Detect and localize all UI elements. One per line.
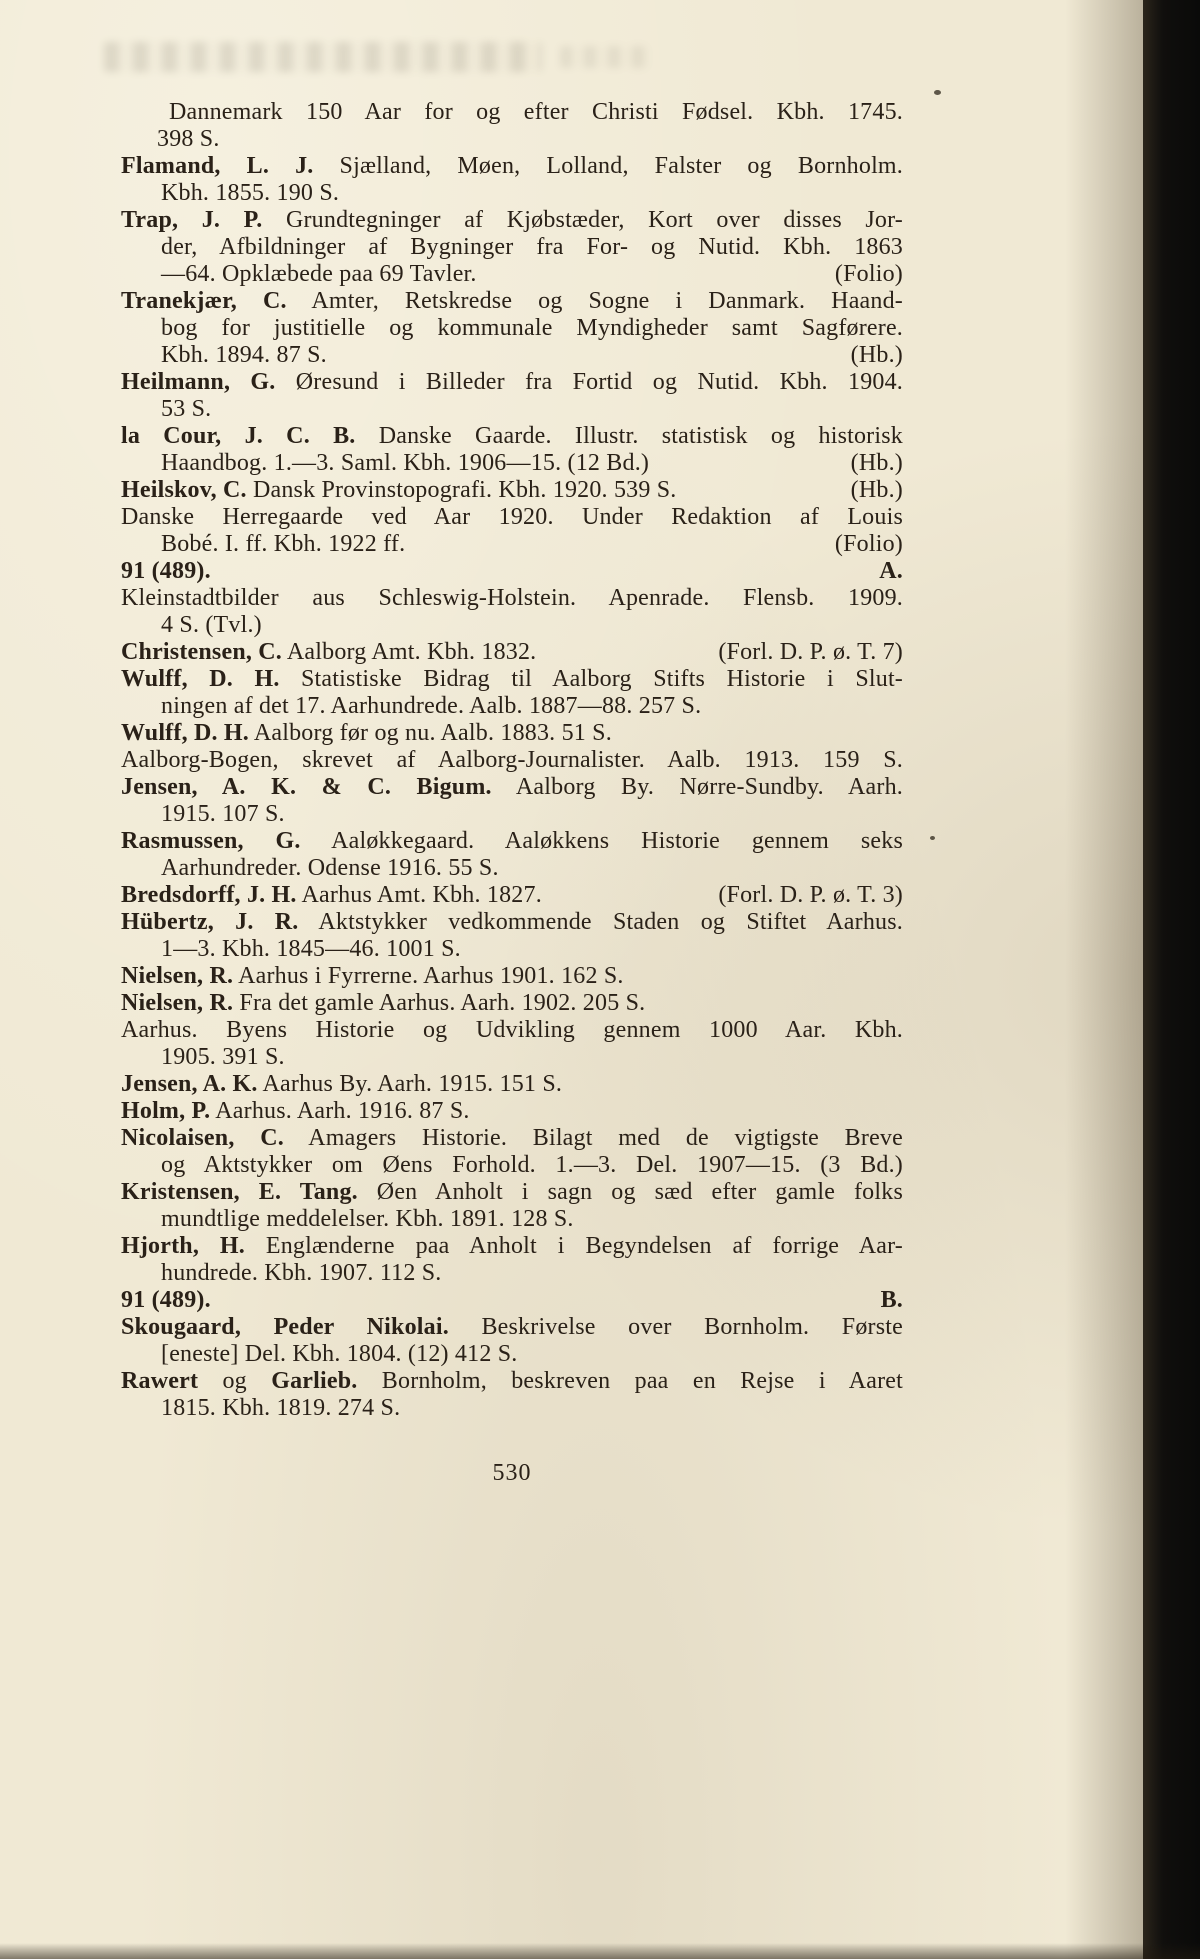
author-name: Wulff, D. H.	[121, 720, 249, 746]
entry-text: Aalborg-Bogen, skrevet af Aalborg-Journalister. Aalb. 1913. 159 S.	[121, 747, 903, 773]
entry-text: Bornholm, beskreven paa en Rejse i Aaret	[357, 1368, 903, 1394]
line-text	[161, 801, 285, 827]
bibliography-line	[121, 747, 903, 774]
author-name: Bredsdorff, J. H.	[121, 882, 297, 908]
bibliography-line	[121, 1098, 903, 1125]
bibliography-line	[121, 1233, 903, 1260]
line-text	[161, 1395, 400, 1421]
line-text	[161, 180, 339, 206]
line-text	[121, 1125, 903, 1151]
bibliography-line	[121, 774, 903, 801]
line-text	[161, 342, 327, 369]
bibliography-line	[161, 1152, 903, 1179]
author-name: Nielsen, R.	[121, 990, 234, 1016]
entry-text: 1905. 391 S.	[161, 1044, 285, 1070]
entry-text: Aarhus. Byens Historie og Udvikling gennem 1000 Aar. Kbh.	[121, 1017, 903, 1043]
entry-text: der, Afbildninger af Bygninger fra For- og Nutid. Kbh. 1863	[161, 234, 903, 260]
entry-text: Bobé. I. ff. Kbh. 1922 ff.	[161, 531, 406, 557]
author-name: Kristensen, E. Tang.	[121, 1179, 358, 1205]
entry-text: Kleinstadtbilder aus Schleswig-Holstein. Apenrade. Flensb. 1909.	[121, 585, 903, 611]
author-name: Wulff, D. H.	[121, 666, 280, 692]
author-name: Garlieb.	[271, 1368, 358, 1394]
bibliography-line	[121, 1071, 903, 1098]
author-name: Nielsen, R.	[121, 963, 234, 989]
entry-text: Grundtegninger af Kjøbstæder, Kort over disses Jor-	[262, 207, 903, 233]
line-text	[121, 477, 677, 504]
entry-text: 1815. Kbh. 1819. 274 S.	[161, 1395, 401, 1421]
bibliography-line	[121, 504, 903, 531]
bibliography-line	[121, 639, 903, 666]
line-text	[161, 315, 903, 341]
line-text	[121, 423, 903, 449]
entry-text: Amter, Retskredse og Sogne i Danmark. Haand-	[286, 288, 903, 314]
bibliography-line	[121, 423, 903, 450]
author-name: Trap, J. P.	[121, 207, 263, 233]
line-text	[121, 828, 903, 854]
entry-text: Aalborg By. Nørre-Sundby. Aarh.	[491, 774, 903, 800]
line-text	[161, 1260, 442, 1286]
bibliography-line	[121, 720, 903, 747]
line-text	[121, 1098, 470, 1124]
author-name: Hjorth, H.	[121, 1233, 245, 1259]
entry-text: Dannemark 150 Aar for og efter Christi Fødsel. Kbh. 1745.	[169, 99, 903, 125]
author-name: Nicolaisen, C.	[121, 1125, 284, 1151]
line-text	[161, 396, 211, 422]
bibliography-line	[161, 180, 903, 207]
line-text	[121, 288, 903, 314]
line-text	[121, 153, 903, 179]
bibliography-line	[161, 261, 903, 288]
bibliography-line	[121, 1314, 903, 1341]
bibliography-line	[161, 612, 903, 639]
bibliography-line	[121, 369, 903, 396]
author-name: la Cour, J. C. B.	[121, 423, 356, 449]
line-right-label: (Hb.)	[850, 450, 903, 476]
author-name: Holm, P.	[121, 1098, 211, 1124]
line-text	[121, 369, 903, 395]
bibliography-line	[157, 126, 903, 153]
entry-text: [eneste] Del. Kbh. 1804. (12) 412 S.	[161, 1341, 518, 1367]
entry-text: Danske Herregaarde ved Aar 1920. Under Redaktion af Louis	[121, 504, 903, 530]
scan-bottom-edge	[0, 1943, 1200, 1959]
line-text	[161, 693, 701, 719]
bibliography-line	[121, 153, 903, 180]
line-text	[161, 855, 499, 881]
bibliography-line	[121, 477, 903, 504]
entry-text: Øresund i Billeder fra Fortid og Nutid. Kbh. 1904.	[275, 369, 903, 395]
line-text	[121, 909, 903, 935]
bibliography-line	[161, 234, 903, 261]
bibliography-line	[121, 666, 903, 693]
line-text	[121, 1179, 903, 1205]
line-text	[121, 666, 903, 692]
bibliography-line	[161, 396, 903, 423]
line-text	[121, 1017, 903, 1043]
entry-text: Statistiske Bidrag til Aalborg Stifts Historie i Slut-	[279, 666, 903, 692]
line-text	[161, 1341, 517, 1367]
entry-text: Kbh. 1855. 190 S.	[161, 180, 340, 206]
author-name: Flamand, L. J.	[121, 153, 314, 179]
author-name: Tranekjær, C.	[121, 288, 287, 314]
entry-text: Aarhus By. Aarh. 1915. 151 S.	[257, 1071, 563, 1097]
line-right-label: B.	[880, 1287, 903, 1313]
bibliography-line	[161, 693, 903, 720]
entry-text: og	[198, 1368, 272, 1394]
bibliography-line	[121, 1287, 903, 1314]
author-name: Hübertz, J. R.	[121, 909, 299, 935]
line-text	[121, 1071, 562, 1097]
bibliography-line	[161, 531, 903, 558]
scan-edge-black-band	[1143, 0, 1200, 1959]
line-text	[161, 612, 262, 638]
bibliography-line	[161, 342, 903, 369]
line-text	[121, 585, 903, 611]
line-right-label: A.	[879, 558, 903, 584]
entry-text: Aarhundreder. Odense 1916. 55 S.	[161, 855, 499, 881]
entry-text: Sjælland, Møen, Lolland, Falster og Bornholm.	[313, 153, 904, 179]
line-text	[121, 1368, 903, 1394]
ink-bleedthrough-smudge	[560, 46, 650, 68]
bibliography-line	[121, 1179, 903, 1206]
bibliography-line	[161, 1341, 903, 1368]
author-name: Heilskov, C.	[121, 477, 247, 503]
entry-text: bog for justitielle og kommunale Myndigheder samt Sagførere.	[161, 315, 903, 341]
entry-text: 1915. 107 S.	[161, 801, 285, 827]
line-right-label: (Folio)	[834, 261, 903, 287]
bibliography-line	[161, 1206, 903, 1233]
ink-speck	[934, 90, 941, 95]
bibliography-line	[161, 855, 903, 882]
line-right-label: (Forl. D. P. ø. T. 3)	[718, 882, 903, 908]
bibliography-line	[121, 882, 903, 909]
line-text	[121, 639, 536, 666]
entry-text: ningen af det 17. Aarhundrede. Aalb. 1887—88. 257 S.	[161, 693, 702, 719]
line-text	[121, 1314, 903, 1340]
bibliography-line	[161, 450, 903, 477]
bibliography-line	[121, 1125, 903, 1152]
bibliography-line	[121, 558, 903, 585]
author-name: Christensen, C.	[121, 639, 283, 665]
scan-edge-shadow	[1065, 0, 1143, 1959]
bibliography-line	[121, 585, 903, 612]
entry-text: Fra det gamle Aarhus. Aarh. 1902. 205 S.	[233, 990, 646, 1016]
entry-text: hundrede. Kbh. 1907. 112 S.	[161, 1260, 442, 1286]
ink-bleedthrough-smudge	[104, 42, 542, 72]
entry-text: Aktstykker vedkommende Staden og Stiftet Aarhus.	[298, 909, 903, 935]
line-text	[121, 990, 645, 1016]
entry-text: Kbh. 1894. 87 S.	[161, 342, 327, 368]
author-name: Rawert	[121, 1368, 199, 1394]
bibliography-line	[161, 1044, 903, 1071]
line-text	[121, 747, 903, 773]
bibliography-line	[121, 1017, 903, 1044]
bibliography-line	[121, 288, 903, 315]
author-name: 91 (489).	[121, 1287, 211, 1313]
line-text	[121, 558, 211, 585]
line-text	[169, 99, 903, 125]
author-name: 91 (489).	[121, 558, 211, 584]
line-text	[157, 126, 220, 152]
line-text	[121, 774, 903, 800]
entry-text: Englænderne paa Anholt i Begyndelsen af forrige Aar-	[245, 1233, 903, 1259]
bibliography-line	[161, 315, 903, 342]
entry-text: Aarhus i Fyrrerne. Aarhus 1901. 162 S.	[233, 963, 624, 989]
bibliography-line	[121, 963, 903, 990]
entry-text: Dansk Provinstopografi. Kbh. 1920. 539 S.	[246, 477, 677, 503]
line-text	[121, 504, 903, 530]
entry-text: 53 S.	[161, 396, 212, 422]
bibliography-line	[121, 828, 903, 855]
line-text	[121, 1287, 211, 1314]
entry-text: Aalborg Amt. Kbh. 1832.	[282, 639, 537, 665]
entry-text: og Aktstykker om Øens Forhold. 1.—3. Del. 1907—15. (3 Bd.)	[161, 1152, 903, 1178]
bibliography-line	[161, 1395, 903, 1422]
page-number: 530	[492, 1460, 532, 1486]
entry-text: Aarhus Amt. Kbh. 1827.	[296, 882, 542, 908]
ink-speck	[930, 836, 935, 840]
author-name: Jensen, A. K.	[121, 1071, 258, 1097]
line-text	[161, 531, 405, 558]
entry-text: Aalborg før og nu. Aalb. 1883. 51 S.	[248, 720, 612, 746]
entry-text: 4 S. (Tvl.)	[161, 612, 262, 638]
bibliography-line	[161, 1260, 903, 1287]
author-name: Skougaard, Peder Nikolai.	[121, 1314, 449, 1340]
entry-text: 1—3. Kbh. 1845—46. 1001 S.	[161, 936, 461, 962]
line-text	[121, 1233, 903, 1259]
entry-text: Danske Gaarde. Illustr. statistisk og historisk	[355, 423, 903, 449]
entry-text: Haandbog. 1.—3. Saml. Kbh. 1906—15. (12 Bd.)	[161, 450, 650, 476]
entry-text: 398 S.	[157, 126, 220, 152]
bibliography-line	[169, 99, 903, 126]
bibliography-line	[161, 801, 903, 828]
line-text	[121, 963, 624, 989]
author-name: Rasmussen, G.	[121, 828, 301, 854]
bibliography-line	[121, 990, 903, 1017]
line-right-label: (Folio)	[834, 531, 903, 557]
bibliography-line	[161, 936, 903, 963]
line-text	[161, 234, 903, 260]
author-name: Jensen, A. K. & C. Bigum.	[121, 774, 492, 800]
bibliography-line	[121, 1368, 903, 1395]
line-text	[161, 450, 649, 477]
line-text	[121, 720, 612, 746]
line-text	[161, 1206, 574, 1232]
entry-text: Aarhus. Aarh. 1916. 87 S.	[210, 1098, 470, 1124]
entry-text: Beskrivelse over Bornholm. Første	[448, 1314, 903, 1340]
line-text	[161, 1044, 285, 1070]
line-right-label: (Forl. D. P. ø. T. 7)	[718, 639, 903, 665]
line-text	[121, 882, 542, 909]
bibliography-line	[121, 909, 903, 936]
bibliography-text-block	[121, 99, 903, 1422]
line-text	[161, 936, 461, 962]
entry-text: Amagers Historie. Bilagt med de vigtigste Breve	[283, 1125, 903, 1151]
line-text	[161, 261, 477, 288]
line-text	[121, 207, 903, 233]
entry-text: Aaløkkegaard. Aaløkkens Historie gennem seks	[300, 828, 903, 854]
bibliography-line	[121, 207, 903, 234]
line-text	[161, 1152, 903, 1178]
line-right-label: (Hb.)	[850, 477, 903, 503]
entry-text: —64. Opklæbede paa 69 Tavler.	[161, 261, 477, 287]
entry-text: mundtlige meddelelser. Kbh. 1891. 128 S.	[161, 1206, 574, 1232]
line-right-label: (Hb.)	[850, 342, 903, 368]
entry-text: Øen Anholt i sagn og sæd efter gamle folks	[357, 1179, 903, 1205]
author-name: Heilmann, G.	[121, 369, 276, 395]
